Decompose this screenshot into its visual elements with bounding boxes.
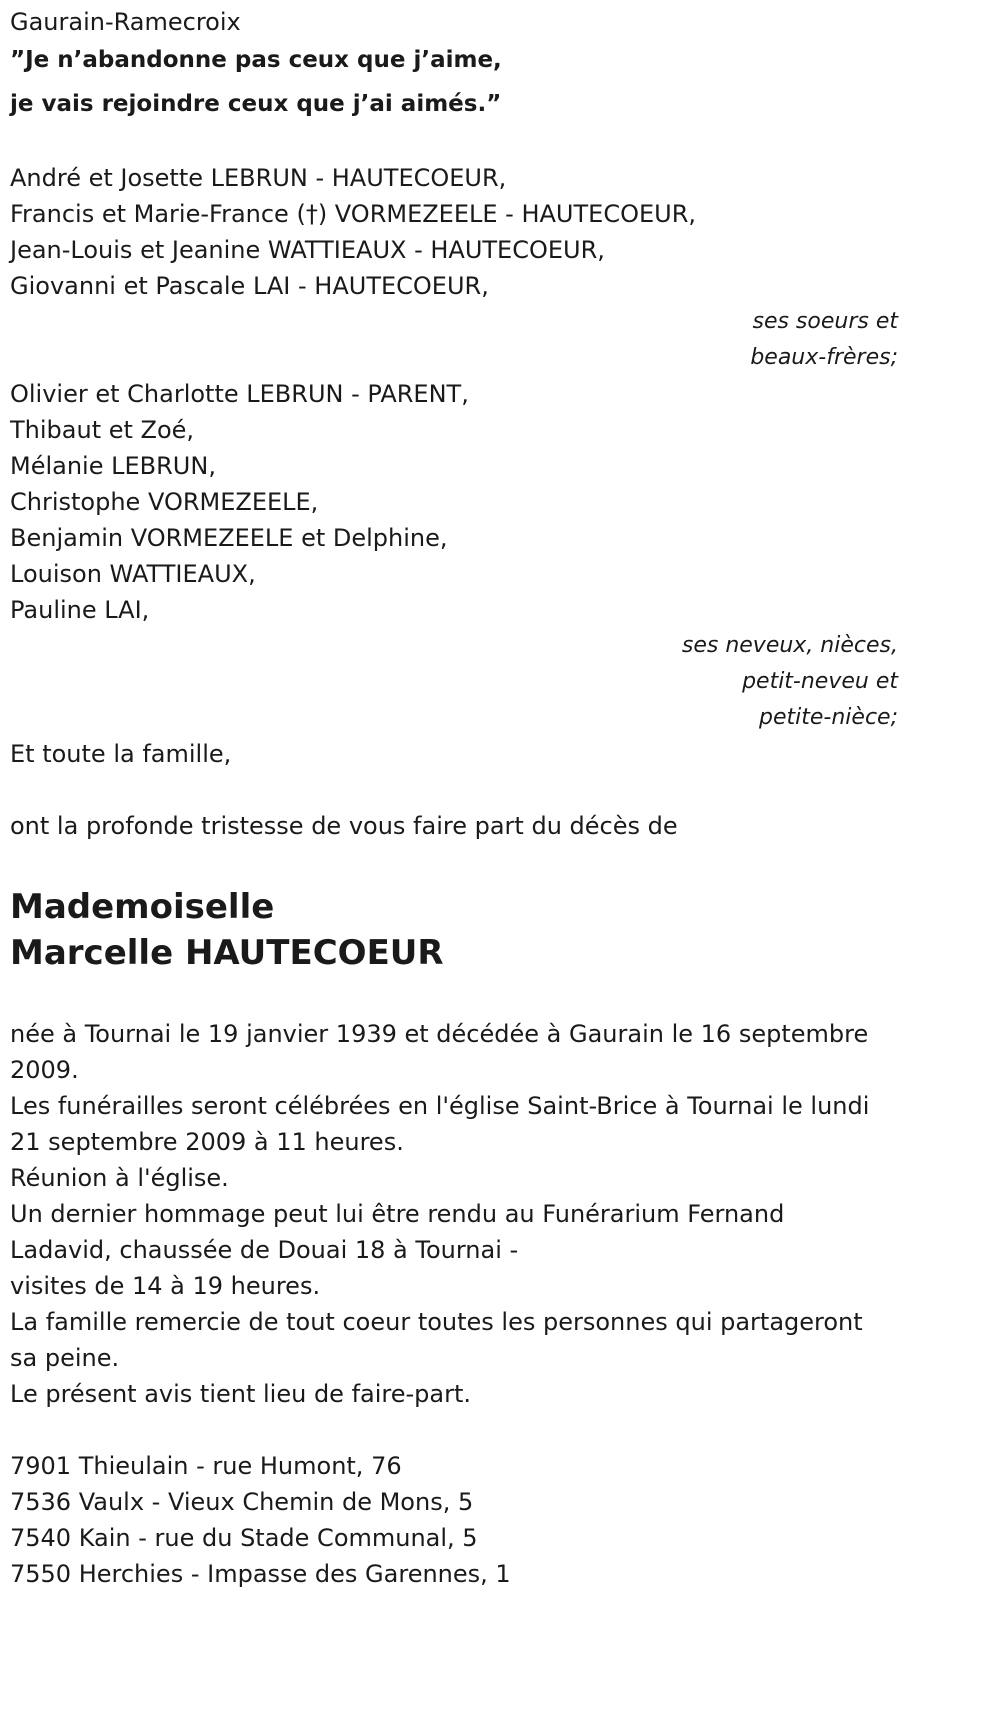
spacer [10,976,898,1016]
detail-line: La famille remercie de tout coeur toutes les personnes qui partageront [10,1308,863,1336]
list-item: Mélanie LEBRUN, [10,452,216,480]
detail-line: sa peine. [10,1344,120,1372]
address-line: 7540 Kain - rue du Stade Communal, 5 [10,1524,478,1552]
list-item: Thibaut et Zoé, [10,416,195,444]
list-item: Olivier et Charlotte LEBRUN - PARENT, [10,380,469,408]
siblings-list [10,160,898,304]
list-item: Francis et Marie-France (†) VORMEZEELE - HAUTECOEUR, [10,200,697,228]
address-line: 7901 Thieulain - rue Humont, 76 [10,1452,402,1480]
quote-line-1: ”Je n’abandonne pas ceux que j’aime, [10,47,502,73]
announcement: ont la profonde tristesse de vous faire part du décès de [10,812,678,840]
role-line: petit-neveu et [742,669,898,694]
list-item: André et Josette LEBRUN - HAUTECOEUR, [10,164,507,192]
detail-line: visites de 14 à 19 heures. [10,1272,321,1300]
role-line: petite-nièce; [759,705,898,730]
list-item: Christophe VORMEZEELE, [10,488,319,516]
quote-line-2: je vais rejoindre ceux que j’ai aimés.” [10,91,502,117]
detail-line: Les funérailles seront célébrées en l'église Saint-Brice à Tournai le lundi [10,1092,870,1120]
list-item: Pauline LAI, [10,596,150,624]
role-line: ses neveux, nièces, [681,633,898,658]
detail-line: 21 septembre 2009 à 11 heures. [10,1128,404,1156]
detail-line: Un dernier hommage peut lui être rendu au Funérarium Fernand [10,1200,785,1228]
detail-line: Réunion à l'église. [10,1164,229,1192]
detail-line: née à Tournai le 19 janvier 1939 et décédée à Gaurain le 16 septembre [10,1020,869,1048]
deceased-name: Marcelle HAUTECOEUR [10,933,444,973]
funeral-details [10,1016,898,1412]
deceased-title: Mademoiselle [10,887,275,927]
spacer [10,772,898,808]
list-item: Benjamin VORMEZEELE et Delphine, [10,524,448,552]
siblings-role [10,304,898,376]
list-item: Louison WATTIEAUX, [10,560,256,588]
list-item: Giovanni et Pascale LAI - HAUTECOEUR, [10,272,489,300]
address-line: 7550 Herchies - Impasse des Garennes, 1 [10,1560,511,1588]
addresses [10,1448,898,1592]
detail-line: Le présent avis tient lieu de faire-part. [10,1380,472,1408]
role-line: beaux-frères; [750,345,898,370]
nephews-list [10,376,898,628]
family-line: Et toute la famille, [10,740,232,768]
list-item: Jean-Louis et Jeanine WATTIEAUX - HAUTECOEUR, [10,236,605,264]
role-line: ses soeurs et [752,309,898,334]
location: Gaurain-Ramecroix [10,8,241,36]
spacer [10,128,898,160]
spacer [10,844,898,884]
nephews-role [10,628,898,736]
detail-line: Ladavid, chaussée de Douai 18 à Tournai - [10,1236,519,1264]
spacer [10,1412,898,1448]
obituary-notice [10,0,898,1592]
address-line: 7536 Vaulx - Vieux Chemin de Mons, 5 [10,1488,474,1516]
detail-line: 2009. [10,1056,79,1084]
